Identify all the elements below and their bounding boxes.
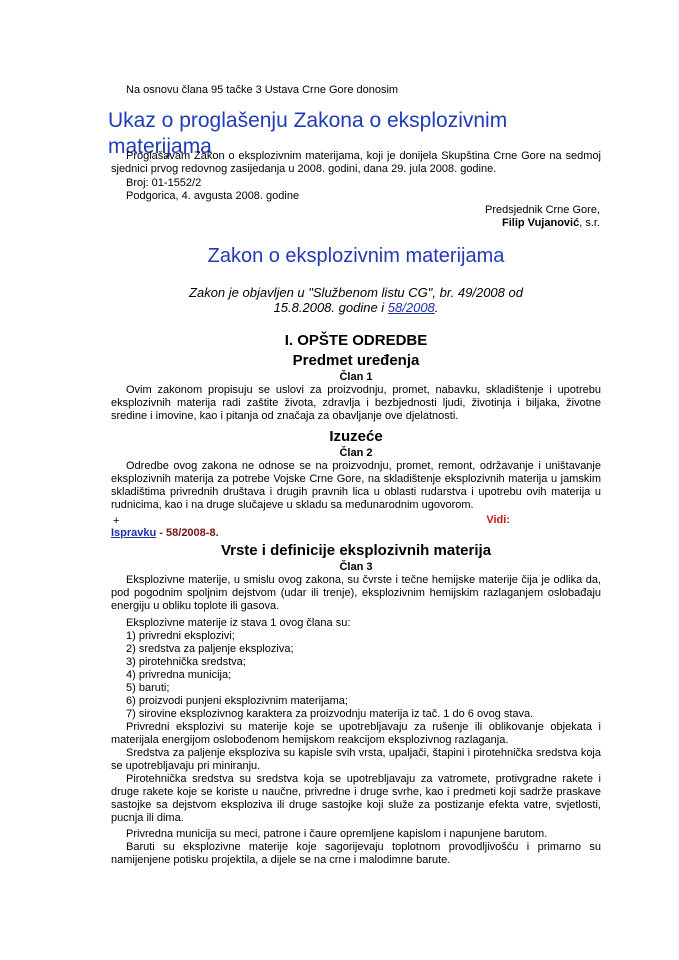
clan-2-label: Član 2 bbox=[339, 447, 373, 459]
ispravku-link[interactable]: Ispravku bbox=[111, 527, 157, 539]
clan-3-list-item: 3) pirotehnička sredstva; bbox=[126, 656, 246, 668]
president-title: Predsjednik Crne Gore, bbox=[485, 204, 600, 216]
clan-3-list-item: 2) sredstva za paljenje eksploziva; bbox=[126, 643, 294, 655]
published-line-1: Zakon je objavljen u "Službenom listu CG", br. 49/2008 od bbox=[189, 285, 523, 300]
ukaz-body: Proglašavam Zakon o eksplozivnim materijama, koji je donijela Skupština Crne Gore na sedmoj sjednici prvog redovnog zasijedanja u 2008. godini, dana 29. jula 2008. godine. bbox=[111, 150, 601, 175]
clan-3-list-item: 6) proizvodi punjeni eksplozivnim materijama; bbox=[126, 695, 348, 707]
clan-3-list-item: 5) baruti; bbox=[126, 682, 170, 694]
published-line-2 bbox=[111, 300, 601, 315]
clan-3-paragraph-5: Pirotehnička sredstva su sredstva koja se upotrebljavaju za vatromete, protivgradne rakete i druge rakete koje se koriste u naučne, privredne i druge svrhe, kao i predmeti koji sadrže praskave sastojke sa dejstvom eksploziva ili druge sastojke koji služe za postizanje efekta vatre, svjetlosti, pucnja ili dima. bbox=[111, 773, 601, 824]
clan-3-paragraph-1: Eksplozivne materije, u smislu ovog zakona, su čvrste i tečne hemijske materije čija je odlika da, pod pogodnim spoljnim dejstvom (udar ili trenje), eksplozivnim hemijskim razlaganjem oslobađaju energiju u obliku toplote ili gasova. bbox=[111, 574, 601, 612]
plus-marker: + bbox=[113, 515, 120, 527]
clan-3-paragraph-3: Privredni eksplozivi su materije koje se upotrebljavaju za rušenje ili oblikovanje objekata i materijala energijom oslobođenom hemijskom reakcijom eksplozivnog razlaganja. bbox=[111, 721, 601, 746]
published-text: 15.8.2008. godine i bbox=[273, 300, 388, 315]
president-suffix: , s.r. bbox=[579, 217, 600, 229]
published-link[interactable]: 58/2008 bbox=[387, 300, 435, 315]
published-end: . bbox=[434, 300, 439, 315]
clan-1-text: Ovim zakonom propisuju se uslovi za proizvodnju, promet, nabavku, skladištenje i upotrebu eksplozivnih materija radi zaštite života, zdravlja i bezbjednosti ljudi, životinja i biljaka, životne sredine i imovine, kao i pitanja od značaja za obavljanje ove djelatnosti. bbox=[111, 384, 601, 422]
clan-3-list-item: 1) privredni eksplozivi; bbox=[126, 630, 235, 642]
clan-3-list-item: 4) privredna municija; bbox=[126, 669, 232, 681]
clan-3-list-item: 7) sirovine eksplozivnog karaktera za proizvodnju materija iz tač. 1 do 6 ovog stava. bbox=[126, 708, 534, 720]
heading-izuzece: Izuzeće bbox=[329, 428, 383, 445]
broj-line: Broj: 01-1552/2 bbox=[126, 177, 202, 189]
clan-3-paragraph-4: Sredstva za paljenje eksploziva su kapisle svih vrsta, upaljači, štapini i pirotehnička sredstva koja se upotrebljavaju pri miniranju. bbox=[111, 747, 601, 772]
section-heading-1: I. OPŠTE ODREDBE bbox=[284, 332, 428, 349]
place-date-line: Podgorica, 4. avgusta 2008. godine bbox=[126, 190, 300, 202]
intro-line: Na osnovu člana 95 tačke 3 Ustava Crne Gore donosim bbox=[126, 84, 399, 96]
clan-3-label: Član 3 bbox=[339, 561, 373, 573]
law-title: Zakon o eksplozivnim materijama bbox=[207, 245, 505, 267]
clan-2-text: Odredbe ovog zakona ne odnose se na proizvodnju, promet, remont, održavanje i uništavanje eksplozivnih materija za potrebe Vojske Crne Gore, na skladištenje eksplozivnih materija u jamskim skladištima privrednih društava i drugih pravnih lica u oblasti rudarstva i upotrebu ovih materija u rudnicima, kao i na druge slučajeve u skladu sa međunarodnim ugovorom. bbox=[111, 460, 601, 511]
ispravku-ref: - 58/2008-8. bbox=[156, 527, 219, 539]
ispravku-line bbox=[111, 527, 219, 540]
ukaz-title: Ukaz o proglašenju Zakona o eksplozivnim materijama bbox=[108, 109, 508, 158]
clan-3-paragraph-2: Eksplozivne materije iz stava 1 ovog člana su: bbox=[126, 617, 351, 629]
clan-3-paragraph-7: Baruti su eksplozivne materije koje sagorijevaju toplotnom provodljivošću i primarno su namijenjene potisku projektila, a dijele se na crne i malodimne barute. bbox=[111, 841, 601, 866]
president-name: Filip Vujanović bbox=[502, 217, 580, 229]
heading-predmet: Predmet uređenja bbox=[292, 352, 420, 369]
heading-vrste: Vrste i definicije eksplozivnih materija bbox=[220, 542, 492, 559]
vidi-label: Vidi: bbox=[486, 514, 510, 526]
president-signature bbox=[380, 217, 600, 230]
clan-3-paragraph-6: Privredna municija su meci, patrone i čaure opremljene kapislom i napunjene barutom. bbox=[126, 828, 548, 840]
clan-1-label: Član 1 bbox=[339, 371, 373, 383]
